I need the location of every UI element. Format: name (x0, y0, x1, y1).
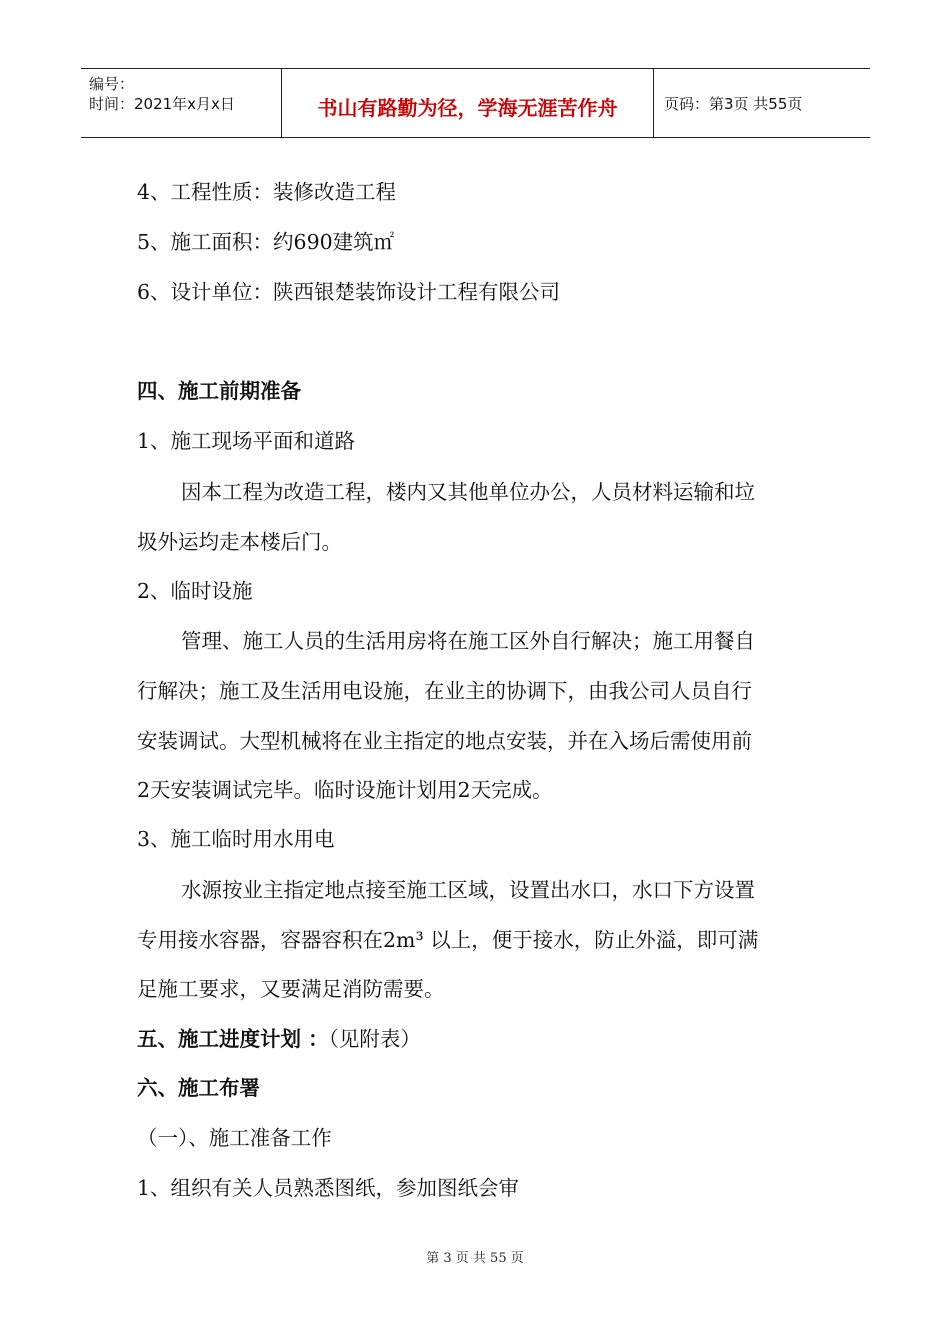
subsection-4-1: 1、施工现场平面和道路 (137, 429, 356, 453)
header-meta-cell (81, 69, 282, 137)
project-nature: 4、工程性质：装修改造工程 (137, 180, 397, 204)
paragraph-4-1-line-2: 圾外运均走本楼后门。 (137, 530, 342, 554)
subsection-4-2: 2、临时设施 (137, 579, 253, 603)
header-motto-cell (282, 69, 654, 137)
subsection-4-3: 3、施工临时用水用电 (137, 827, 335, 851)
section-5-note: （见附表） (328, 1027, 421, 1051)
header-table (81, 68, 870, 138)
motto: 书山有路勤为径，学海无涯苦作舟 (317, 96, 618, 120)
page-footer: 第 3 页 共 55 页 (426, 1251, 524, 1266)
serial-label: 编号： (89, 75, 135, 93)
paragraph-4-3-line-3: 足施工要求，又要满足消防需要。 (137, 977, 445, 1001)
section-4-heading: 四、施工前期准备 (137, 379, 301, 403)
paragraph-4-2-line-2: 行解决；施工及生活用电设施，在业主的协调下，由我公司人员自行 (137, 679, 752, 703)
time-label: 时间：2021年x月x日 (89, 95, 235, 113)
section-5-heading (137, 1027, 421, 1051)
section-5-title: 五、施工进度计划 ： (137, 1027, 329, 1051)
page-info: 页码：第3页 共55页 (664, 95, 803, 113)
subsection-6-1: （一）、施工准备工作 (137, 1126, 332, 1150)
paragraph-4-2-line-1: 管理、施工人员的生活用房将在施工区外自行解决；施工用餐自 (181, 629, 755, 653)
paragraph-4-2-line-3: 安装调试。大型机械将在业主指定的地点安装，并在入场后需使用前 (137, 729, 752, 753)
item-6-1-1: 1、组织有关人员熟悉图纸，参加图纸会审 (137, 1176, 520, 1200)
paragraph-4-3-line-2: 专用接水容器，容器容积在2m³ 以上，便于接水，防止外溢，即可满 (137, 928, 759, 952)
design-unit: 6、设计单位：陕西银楚装饰设计工程有限公司 (137, 280, 561, 304)
paragraph-4-1-line-1: 因本工程为改造工程，楼内又其他单位办公，人员材料运输和垃 (181, 480, 755, 504)
paragraph-4-3-line-1: 水源按业主指定地点接至施工区域，设置出水口，水口下方设置 (181, 878, 755, 902)
construction-area: 5、施工面积：约690建筑㎡ (137, 230, 395, 254)
header-page-cell (654, 69, 870, 137)
section-6-heading: 六、施工布署 (137, 1076, 260, 1100)
paragraph-4-2-line-4: 2天安装调试完毕。临时设施计划用2天完成。 (137, 778, 553, 802)
